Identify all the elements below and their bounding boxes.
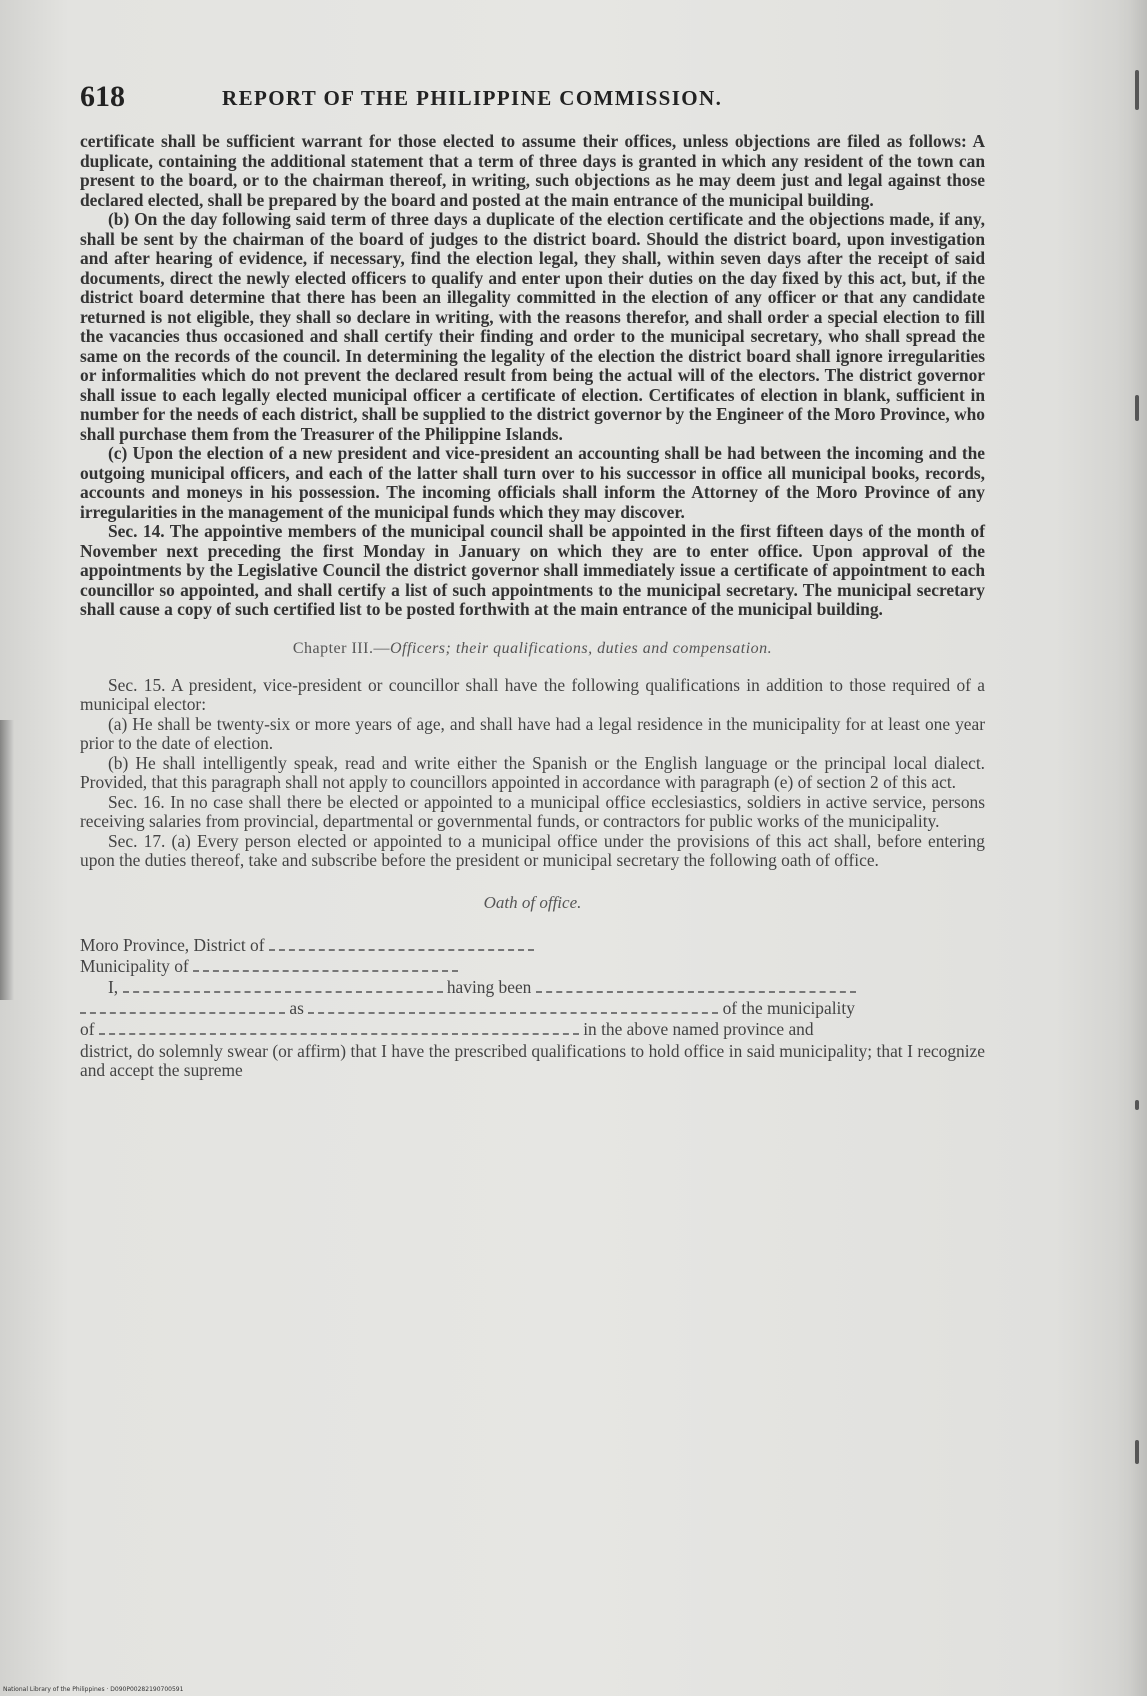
paragraph: Sec. 15. A president, vice-president or councillor shall have the following qualifications in addition to those required of a municipal elector: xyxy=(80,674,985,714)
page-number: 618 xyxy=(80,80,125,113)
oath-title: Oath of office. xyxy=(483,892,582,912)
page-edge-mark xyxy=(1135,1440,1139,1464)
form-label: of the municipality xyxy=(722,997,855,1018)
form-label: Moro Province, District of xyxy=(80,934,265,955)
paragraph: Sec. 16. In no case shall there be elected or appointed to a municipal office ecclesiastics, soldiers in active service, persons receiving salaries from provincial, departmental or governmental funds, or contractors for public works of the municipality. xyxy=(80,791,985,831)
blank-field xyxy=(193,958,458,972)
form-label: having been xyxy=(446,976,532,997)
page-edge-mark xyxy=(1135,395,1139,421)
form-label: Municipality of xyxy=(80,955,189,976)
form-line xyxy=(80,956,985,977)
scan-credit: National Library of the Philippines · D090P00282190700591 xyxy=(3,1686,184,1693)
paragraph: Sec. 17. (a) Every person elected or appointed to a municipal office under the provisions of this act shall, before entering upon the duties thereof, take and subscribe before the president or municipal secretary the following oath of office. xyxy=(80,830,985,870)
paragraph: certificate shall be sufficient warrant for those elected to assume their offices, unless objections are filed as follows: A duplicate, containing the additional statement that a term of three days is granted in which any resident of the town can present to the board, or to the chairman thereof, in writing, such objections as he may deem just and legal against those declared elected, shall be prepared by the board and posted at the main entrance of the municipal building. xyxy=(80,131,985,210)
page-body xyxy=(80,132,985,1081)
page-edge-mark xyxy=(1135,70,1139,110)
form-label: in the above named province and xyxy=(583,1018,814,1039)
form-line xyxy=(80,977,985,998)
page-header xyxy=(80,80,985,116)
form-line xyxy=(80,1019,985,1040)
form-label: as xyxy=(289,997,304,1018)
binding-shadow xyxy=(0,720,14,1000)
form-line xyxy=(80,935,985,956)
blank-field xyxy=(99,1021,579,1035)
blank-field xyxy=(308,1000,718,1014)
oath-text: district, do solemnly swear (or affirm) that I have the prescribed qualifications to hold office in said municipality; that I recognize and accept the supreme xyxy=(80,1040,985,1080)
blank-field xyxy=(123,979,443,993)
form-label: I, xyxy=(108,976,119,997)
paragraph: (b) On the day following said term of three days a duplicate of the election certificate and the objections made, if any, shall be sent by the chairman of the board of judges to the district board. Should the district board, upon investigation and after hearing of evidence, if necessary, find the election legal, they shall, within seven days after the receipt of said documents, direct the newly elected officers to qualify and enter upon their duties on the day fixed by this act, but, if the district board determine that there has been an illegality committed in the election of any officer or that any candidate returned is not eligible, they shall so declare in writing, with the reasons therefor, and shall order a special election to fill the vacancies thus occasioned and shall certify their finding and order to the municipal secretary, who shall spread the same on the records of the council. In determining the legality of the election the district board shall ignore irregularities or informalities which do not prevent the declared result from being the actual will of the electors. The district governor shall issue to each legally elected municipal officer a certificate of election. Certificates of election in blank, sufficient in number for the needs of each district, shall be supplied to the district governor by the Engineer of the Moro Province, who shall purchase them from the Treasurer of the Philippine Islands. xyxy=(80,209,985,444)
paragraph: Sec. 14. The appointive members of the municipal council shall be appointed in the first fifteen days of the month of November next preceding the first Monday in January on which they are to enter office. Upon approval of the appointments by the Legislative Council the district governor shall immediately issue a certificate of appointment to each councillor so appointed, and shall certify a list of such appointments to the municipal secretary. The municipal secretary shall cause a copy of such certified list to be posted forthwith at the main entrance of the municipal building. xyxy=(80,521,985,619)
paragraph: (b) He shall intelligently speak, read and write either the Spanish or the English language or the principal local dialect. Provided, that this paragraph shall not apply to councillors appointed in accordance with paragraph (e) of section 2 of this act. xyxy=(80,752,985,792)
form-line xyxy=(80,998,985,1019)
chapter-heading xyxy=(80,640,985,658)
blank-field xyxy=(536,979,856,993)
form-label: of xyxy=(80,1018,95,1039)
paragraph: (c) Upon the election of a new president and vice-president an accounting shall be had between the incoming and the outgoing municipal officers, and each of the latter shall turn over to his successor in office all municipal books, records, accounts and moneys in his possession. The incoming officials shall inform the Attorney of the Moro Province of any irregularities in the management of the municipal funds which they may discover. xyxy=(80,443,985,522)
oath-form xyxy=(80,935,985,1081)
chapter-title: Officers; their qualifications, duties and compensation. xyxy=(389,639,773,657)
chapter-number: Chapter III.— xyxy=(292,639,390,657)
page-edge xyxy=(1117,0,1147,1696)
blank-field xyxy=(80,1000,285,1014)
paragraph: (a) He shall be twenty-six or more years of age, and shall have had a legal residence in the municipality for at least one year prior to the date of election. xyxy=(80,713,985,753)
page-edge-mark xyxy=(1135,1100,1139,1110)
running-title: REPORT OF THE PHILIPPINE COMMISSION. xyxy=(222,86,723,110)
blank-field xyxy=(269,937,534,951)
